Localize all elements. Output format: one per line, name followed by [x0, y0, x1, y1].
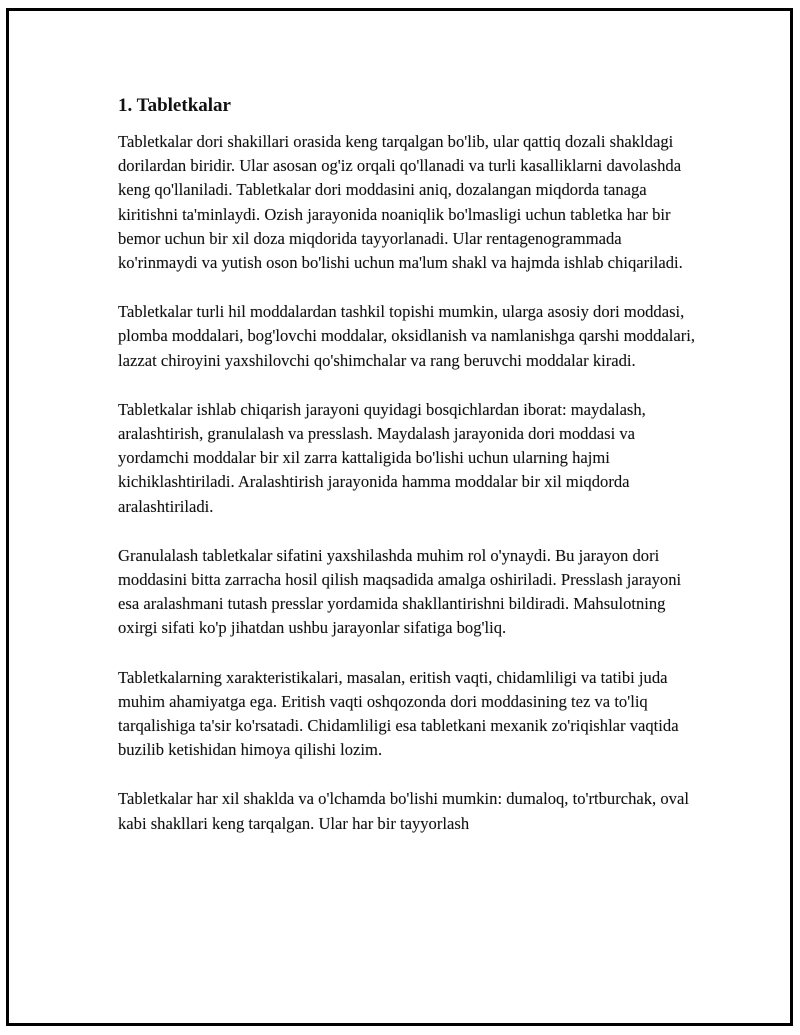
paragraph-1: Tabletkalar dori shakillari orasida keng tarqalgan bo'lib, ular qattiq dozali shakldagi dorilardan biridir. Ular asosan og'iz orqali qo'llanadi va turli kasalliklarni davolashda keng qo'llaniladi. Tabletkalar dori moddasini aniq, dozalangan miqdorda tanaga kiritishni ta'minlaydi. Ozish jarayonida noaniqlik bo'lmasligi uchun tabletka har bir bemor uchun bir xil doza miqdorida tayyorlanadi. Ular rentagenogrammada ko'rinmaydi va yutish oson bo'lishi uchun ma'lum shakl va hajmda ishlab chiqariladi.: [118, 132, 683, 273]
paragraph-4: Granulalash tabletkalar sifatini yaxshilashda muhim rol o'ynaydi. Bu jarayon dori moddasini bitta zarracha hosil qilish maqsadida amalga oshiriladi. Presslash jarayoni esa aralashmani tutash presslar yordamida shakllantirishni bildiradi. Mahsulotning oxirgi sifati ko'p jihatdan ushbu jarayonlar sifatiga bog'liq.: [118, 545, 682, 638]
paragraph-2: Tabletkalar turli hil moddalardan tashkil topishi mumkin, ularga asosiy dori moddasi, plomba moddalari, bog'lovchi moddalar, oksidlanish va namlanishga qarshi moddalari, lazzat chiroyini yaxshilovchi qo'shimchalar va rang beruvchi moddalar kiradi.: [118, 302, 695, 370]
paragraph-5: Tabletkalarning xarakteristikalari, masalan, eritish vaqti, chidamliligi va tatibi juda muhim ahamiyatga ega. Eritish vaqti oshqozonda dori moddasining tez va to'liq tarqalishiga ta'sir ko'rsatadi. Chidamliligi esa tabletkani mexanik zo'riqishlar vaqtida buzilib ketishidan himoya qilishi lozim.: [118, 667, 679, 760]
section-heading: 1. Tabletkalar: [118, 95, 231, 116]
document-body: [118, 93, 698, 861]
paragraph-6: Tabletkalar har xil shaklda va o'lchamda bo'lishi mumkin: dumaloq, to'rtburchak, oval kabi shakllari keng tarqalgan. Ular har bir tayyorlash: [118, 789, 689, 833]
paragraph-3: Tabletkalar ishlab chiqarish jarayoni quyidagi bosqichlardan iborat: maydalash, aralashtirish, granulalash va presslash. Maydalash jarayonida dori moddasi va yordamchi moddalar bir xil zarra kattaligida bo'lishi uchun ularning hajmi kichiklashtiriladi. Aralashtirish jarayonida hamma moddalar bir xil miqdorda aralashtiriladi.: [118, 399, 646, 516]
